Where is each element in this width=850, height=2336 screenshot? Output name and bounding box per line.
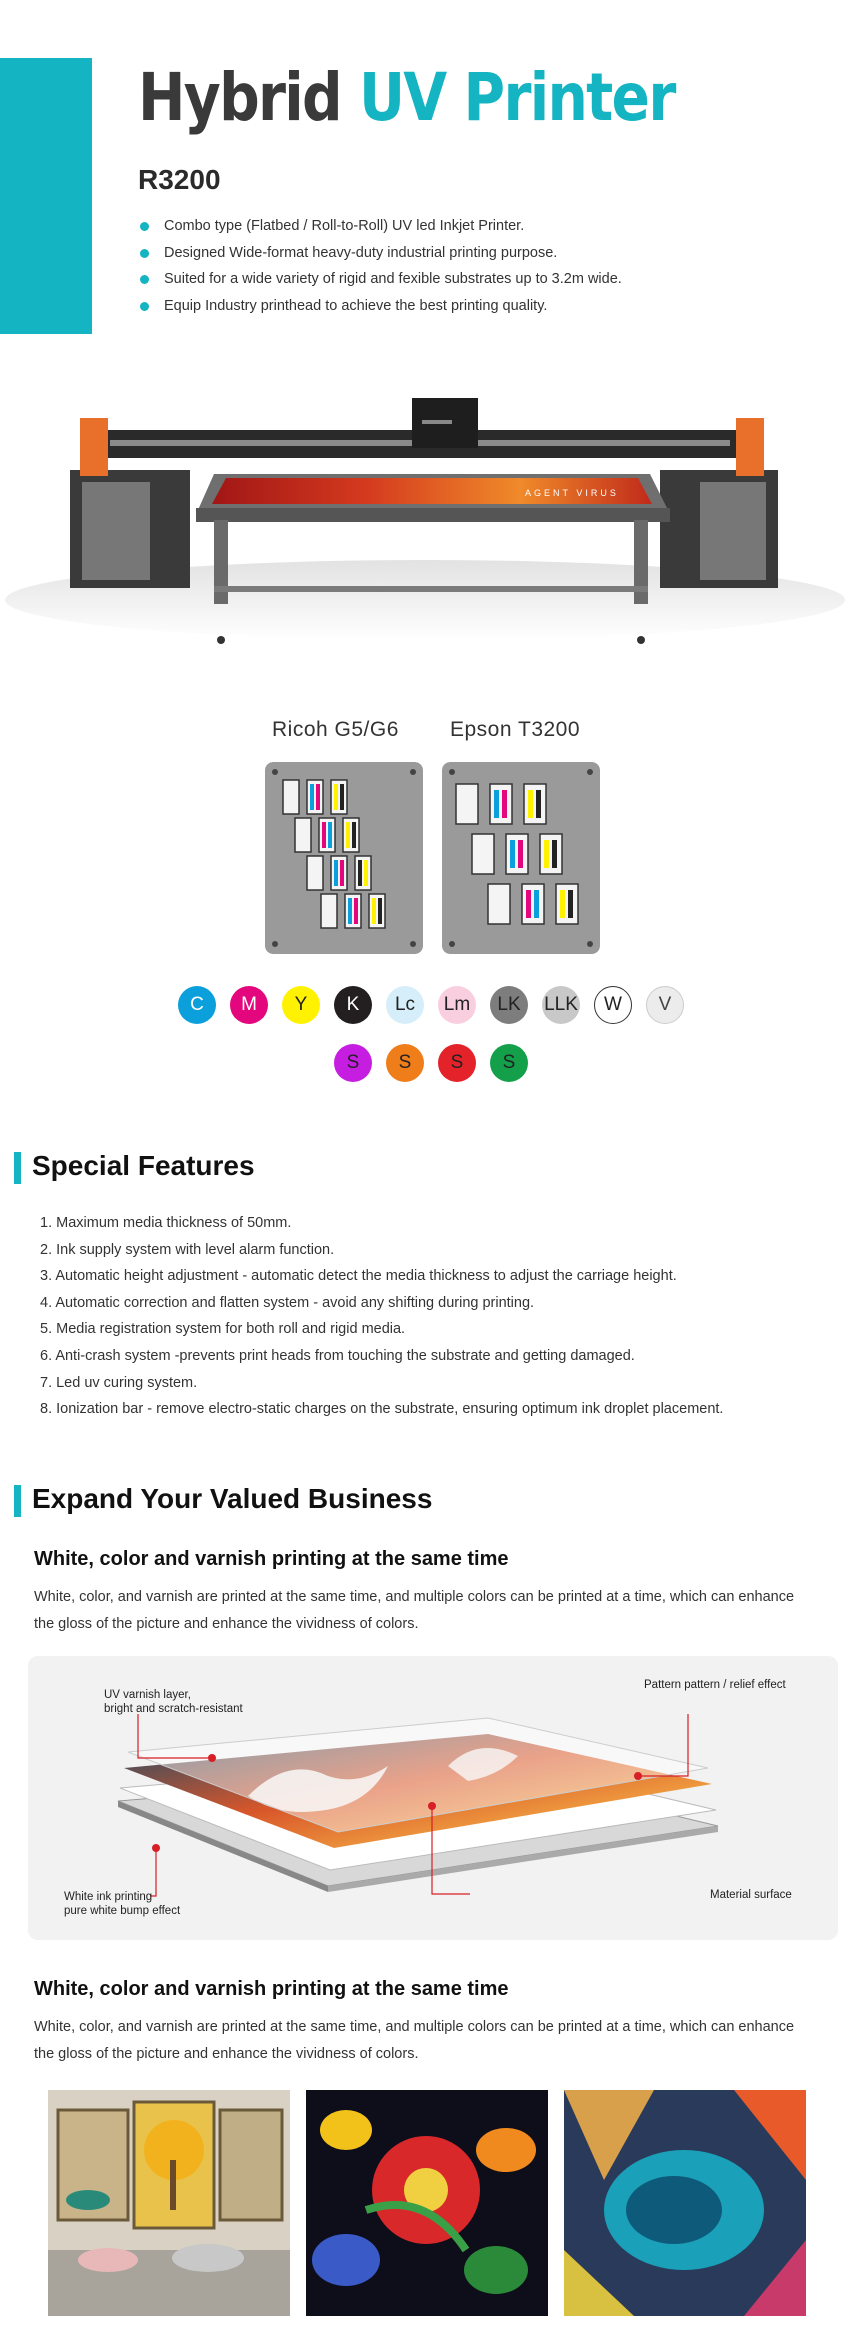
feature-item: 4. Automatic correction and flatten system - avoid any shifting during printing.	[40, 1294, 535, 1311]
annotation-white-ink: White ink printing pure white bump effect	[64, 1891, 181, 1917]
bullet-item: Combo type (Flatbed / Roll-to-Roll) UV led Inkjet Printer.	[140, 213, 740, 240]
ink-color-lc-icon: Lc	[386, 986, 424, 1024]
ricoh-label: Ricoh G5/G6	[272, 718, 399, 741]
feature-item: 1. Maximum media thickness of 50mm.	[40, 1215, 292, 1231]
ink-color-llk-icon: LLK	[542, 986, 580, 1024]
ink-color-lk-icon: LK	[490, 986, 528, 1024]
ink-color-s-icon: S	[490, 1044, 528, 1082]
block1-title: White, color and varnish printing at the same time	[34, 1548, 509, 1570]
ink-color-k-icon: K	[334, 986, 372, 1024]
ink-color-s-icon: S	[386, 1044, 424, 1082]
layers-diagram	[28, 1656, 838, 1940]
ink-color-w-icon: W	[594, 986, 632, 1024]
expand-business-bar	[14, 1485, 21, 1517]
ricoh-printhead-plate	[265, 762, 423, 954]
ink-color-s-icon: S	[334, 1044, 372, 1082]
ink-color-c-icon: C	[178, 986, 216, 1024]
annotation-pattern: Pattern pattern / relief effect	[644, 1679, 786, 1691]
block2-title: White, color and varnish printing at the same time	[34, 1978, 509, 2000]
bullet-item: Designed Wide-format heavy-duty industrial printing purpose.	[140, 240, 740, 267]
printer-image	[0, 380, 850, 670]
block1-text	[34, 1584, 834, 1638]
ink-row-2	[334, 1044, 528, 1082]
bullet-item: Suited for a wide variety of rigid and fexible substrates up to 3.2m wide.	[140, 266, 740, 293]
feature-item: 3. Automatic height adjustment - automatic detect the media thickness to adjust the carriage height.	[40, 1268, 677, 1285]
printer-banner-text: AGENT VIRUS	[525, 488, 619, 498]
ink-color-lm-icon: Lm	[438, 986, 476, 1024]
epson-printhead-plate	[442, 762, 600, 954]
feature-bullets	[140, 213, 740, 319]
ink-color-s-icon: S	[438, 1044, 476, 1082]
block2-text	[34, 2014, 834, 2068]
special-features-title: Special Features	[32, 1150, 255, 1181]
bullet-dot-icon	[140, 249, 149, 258]
special-features-list	[40, 1210, 723, 1423]
sample-photo-abstract	[564, 2090, 806, 2316]
expand-business-title: Expand Your Valued Business	[32, 1483, 433, 1514]
title-word-uv-printer: UV Printer	[358, 59, 675, 136]
ink-color-m-icon: M	[230, 986, 268, 1024]
block2-text-line2: the gloss of the picture and enhance the vividness of colors.	[34, 2046, 419, 2062]
feature-item: 6. Anti-crash system -prevents print heads from touching the substrate and getting damaged.	[40, 1347, 635, 1364]
sample-photo-flower	[306, 2090, 548, 2316]
bullet-dot-icon	[140, 302, 149, 311]
bullet-dot-icon	[140, 275, 149, 284]
block1-text-line2: the gloss of the picture and enhance the vividness of colors.	[34, 1616, 419, 1632]
page-title	[138, 59, 675, 136]
annotation-uv-varnish: UV varnish layer, bright and scratch-resistant	[104, 1689, 243, 1715]
special-features-bar	[14, 1152, 21, 1184]
block2-text-line1: White, color, and varnish are printed at the same time, and multiple colors can be printed at a time, which can enhance	[34, 2019, 795, 2035]
bullet-dot-icon	[140, 222, 149, 231]
feature-item: 2. Ink supply system with level alarm function.	[40, 1241, 335, 1258]
ink-color-v-icon: V	[646, 986, 684, 1024]
model-name: R3200	[138, 164, 221, 195]
block1-text-line1: White, color, and varnish are printed at the same time, and multiple colors can be printed at a time, which can enhance	[34, 1589, 795, 1605]
feature-item: 7. Led uv curing system.	[40, 1374, 198, 1391]
annotation-material: Material surface	[710, 1889, 792, 1901]
feature-item: 8. Ionization bar - remove electro-static charges on the substrate, ensuring optimum ink droplet placement.	[40, 1401, 724, 1418]
feature-item: 5. Media registration system for both roll and rigid media.	[40, 1321, 406, 1338]
bullet-item: Equip Industry printhead to achieve the best printing quality.	[140, 293, 740, 320]
accent-bar	[0, 58, 92, 334]
ink-row-1	[178, 986, 684, 1024]
ink-color-y-icon: Y	[282, 986, 320, 1024]
title-word-hybrid: Hybrid	[138, 59, 341, 136]
epson-label: Epson T3200	[450, 718, 581, 741]
sample-photo-living-room	[48, 2090, 290, 2316]
